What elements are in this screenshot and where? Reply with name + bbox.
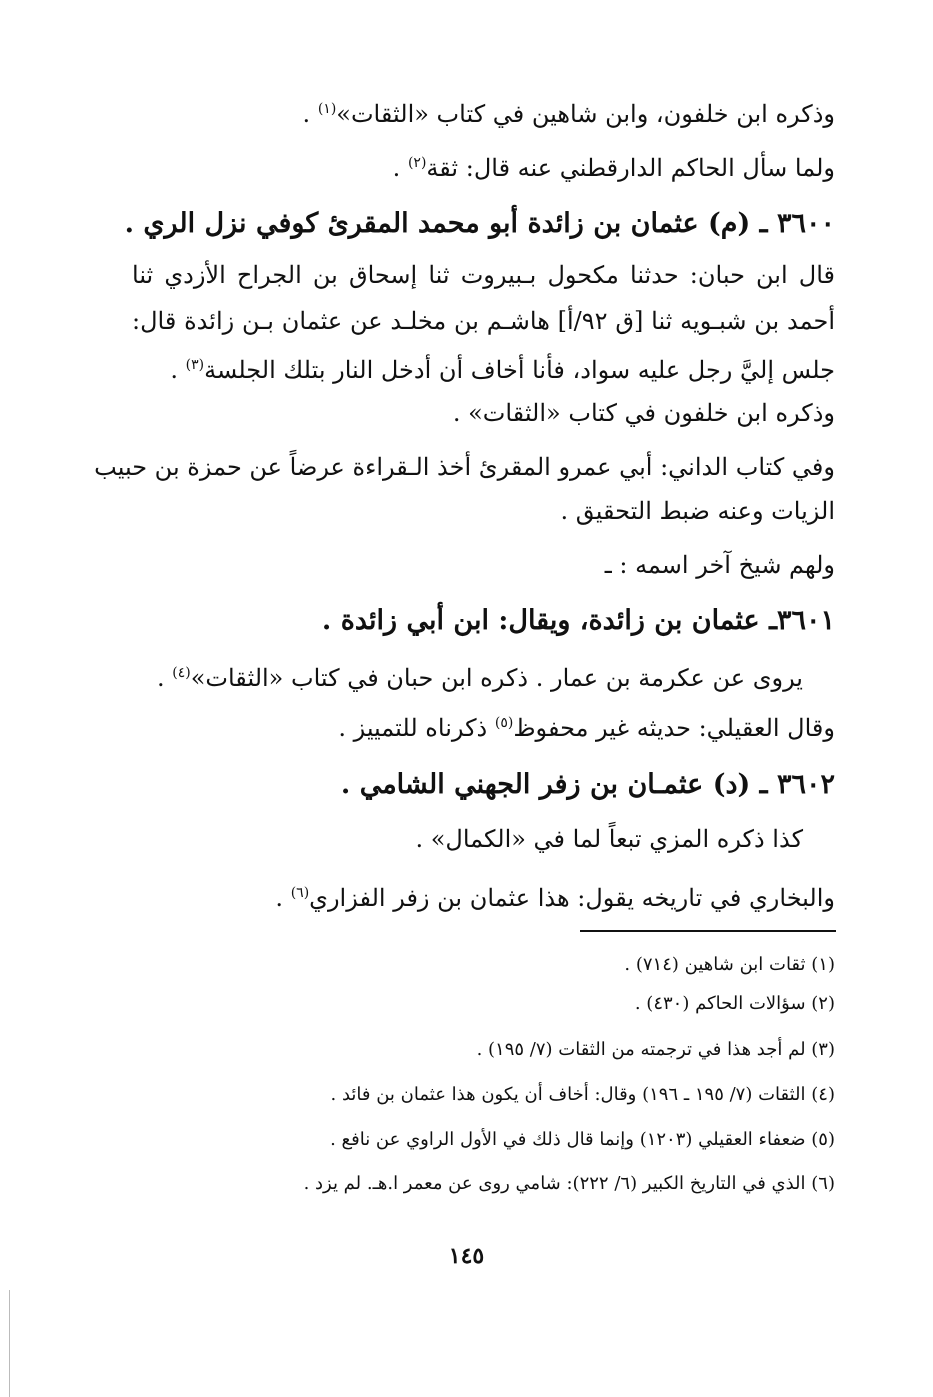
footnote-mark-3: (٣)	[185, 357, 205, 373]
footnote-1: (١) ثقات ابن شاهين (٧١٤) .	[624, 954, 835, 975]
footnote-mark-6: (٦)	[290, 885, 310, 901]
entry-heading-3602: ٣٦٠٢ ـ (د) عثمـان بن زفر الجهني الشامي .	[340, 769, 835, 800]
footnote-6: (٦) الذي في التاريخ الكبير (٦/ ٢٢٢): شامي روى عن معمر ا.هـ. لم يزد .	[303, 1173, 835, 1194]
text-line-6: جلس إليَّ رجل عليه سواد، فأنا أخاف أن أدخل النار بتلك الجلسة$^{(٣)}$ .	[170, 356, 835, 384]
footnote-5: (٥) ضعفاء العقيلي (١٢٠٣) وإنما قال ذلك في الأول الراوي عن نافع .	[330, 1129, 835, 1150]
footnote-mark-5: (٥)	[494, 715, 514, 731]
text-line-9: الزيات وعنه ضبط التحقيق .	[560, 497, 835, 525]
text-line-10: ولهم شيخ آخر اسمه : ـ	[604, 551, 835, 579]
footnote-separator	[580, 930, 836, 932]
footnote-4: (٤) الثقات (٧/ ١٩٥ ـ ١٩٦) وقال: أخاف أن يكون هذا عثمان بن فائد .	[330, 1084, 835, 1105]
text-line-4: قال ابن حبان: حدثنا مكحول بـبيروت ثنا إسحاق بن الجراح الأزدي ثنا	[132, 261, 835, 289]
entry-heading-3600: ٣٦٠٠ ـ (م) عثمان بن زائدة أبو محمد المقرئ كوفي نزل الري .	[124, 208, 835, 239]
text-line-8: وفي كتاب الداني: أبي عمرو المقرئ أخذ الـقراءة عرضاً عن حمزة بن حبيب	[94, 453, 835, 481]
entry-heading-3601: ٣٦٠١ـ عثمان بن زائدة، ويقال: ابن أبي زائدة .	[321, 605, 835, 636]
footnote-mark-1: (١)	[317, 101, 337, 117]
scan-edge-line	[9, 1290, 10, 1397]
footnote-3: (٣) لم أجد هذا في ترجمته من الثقات (٧/ ١٩٥) .	[476, 1039, 835, 1060]
text-line-5: أحمد بن شبـويه ثنا [ق ٩٢/أ] هاشـم بن مخلـد عن عثمان بـن زائدة قال:	[132, 307, 835, 335]
text-line-1: وذكره ابن خلفون، وابن شاهين في كتاب «الثقات»$^{(١)}$ .	[302, 100, 835, 128]
footnote-mark-4: (٤)	[172, 665, 191, 681]
text-line-12: يروى عن عكرمة بن عمار . ذكره ابن حبان في كتاب «الثقات»$^{(٤)}$ .	[156, 664, 803, 692]
text-line-15: كذا ذكره المزي تبعاً لما في «الكمال» .	[415, 825, 803, 853]
text-line-7: وذكره ابن خلفون في كتاب «الثقات» .	[452, 399, 835, 427]
footnote-2: (٢) سؤالات الحاكم (٤٣٠) .	[634, 993, 835, 1014]
page-number: ١٤٥	[448, 1243, 485, 1269]
footnote-mark-2: (٢)	[407, 155, 427, 171]
text-line-16: والبخاري في تاريخه يقول: هذا عثمان بن زفر الفزاري$^{(٦)}$ .	[275, 884, 835, 912]
text-line-2: ولما سأل الحاكم الدارقطني عنه قال: ثقة$^{(٢)}$ .	[392, 154, 835, 182]
text-line-13: وقال العقيلي: حديثه غير محفوظ$^{(٥)}$ ذكرناه للتمييز .	[338, 714, 835, 742]
